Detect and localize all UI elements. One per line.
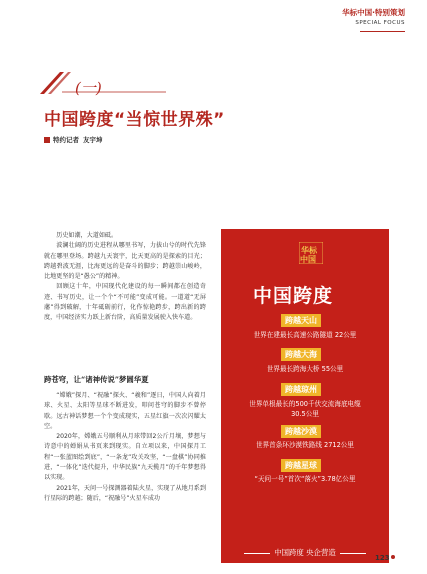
paragraph: 2021年，天问一号探测器着陆火星，实现了从地月系到行星际的跨越；随后，“祝融号”火星车成功 xyxy=(44,484,206,502)
paragraph: 历史如潮，大道如砥。 xyxy=(56,232,118,239)
logo-text: 中国 xyxy=(300,255,316,264)
poster-tag: 跨越星球 xyxy=(281,459,321,472)
header-column-name: 华标中国·特别策划 xyxy=(342,8,405,17)
paragraph: 回顾这十年，中国现代化建设的每一瞬间都在创造奇迹、书写历史，让一个个“不可能”变成可能。一道道“无屏藩”得到破解，十年砥砺前行，化作惊艳跨步，跨出新的跨度，中国经济实力跃上新台阶，高质量发展驶入快车道。 xyxy=(44,283,206,322)
paragraph: 2020年，嫦娥五号顺利从月球带回2公斤月壤，梦想与诗意中的婵娟从书页来到现实。自立项以来，中国探月工程“一张蓝图绘到底”，“一条龙”攻关攻坚，“一盘棋”协同推进，“一体化”迭代提升，中华民族“九天揽月”的千年梦想得以实现。 xyxy=(44,433,206,482)
poster-tag: 跨越大海 xyxy=(281,348,321,361)
section-swoosh-graphic xyxy=(38,70,168,100)
poster-footer xyxy=(221,547,389,558)
poster-footer-text: 中国跨度 央企营造 xyxy=(274,548,336,557)
byline xyxy=(44,135,103,144)
poster-tag: 跨越琼州 xyxy=(281,383,321,396)
article-subheading: 跨苍穹，让“诸神传说”梦圆华夏 xyxy=(44,375,149,384)
article-body-part2 xyxy=(44,391,206,504)
byline-label: 特约记者 xyxy=(53,136,79,144)
page-header xyxy=(342,7,405,26)
header-rule xyxy=(360,31,405,32)
logo-text: 华标 xyxy=(301,246,317,255)
page-number-text: 123 xyxy=(375,554,390,562)
footer-rule xyxy=(340,553,366,554)
section-number: (一) xyxy=(75,79,102,97)
section-marker xyxy=(38,70,168,100)
author-name: 友宇坤 xyxy=(83,136,103,144)
byline-marker xyxy=(44,137,50,143)
footer-rule xyxy=(244,553,270,554)
poster-fact: “天问一号”首次“落火”3.78亿公里 xyxy=(254,475,356,483)
page-number xyxy=(375,554,395,562)
poster-tag: 跨越沙漠 xyxy=(281,425,321,438)
poster-fact: 世界最长跨海大桥 55公里 xyxy=(266,365,344,373)
page-number-marker xyxy=(391,555,395,559)
article-title: 中国跨度“当惊世界殊” xyxy=(44,110,225,130)
header-section-label: SPECIAL FOCUS xyxy=(355,20,405,26)
poster-tag: 跨越天山 xyxy=(281,314,321,327)
paragraph: 波澜壮阔的历史进程从哪里书写，力拔山兮的时代先锋就在哪里登场。跨越九天寰宇，比天更高的是探索的目光；跨越碧波无涯，比海更远的是奋斗的脚步；跨越崇山峻岭，比地更坚的是“愚公”的精神。 xyxy=(44,242,206,281)
poster-title: 中国跨度 xyxy=(253,285,334,307)
poster-fact: 世界在建最长高速公路隧道 22公里 xyxy=(253,331,357,339)
article-body-part1 xyxy=(44,231,206,324)
paragraph: “嫦娥”探月、“祝融”探火、“羲和”逐日，中国人向着月球、火星、太阳等星球不断进发，叩问苍穹的脚步不曾停歇。远古神话梦想一个个变成现实，五星红旗一次次闪耀太空。 xyxy=(44,392,206,430)
poster-fact: 世界单根最长的500千伏交流海底电缆 30.5公里 xyxy=(249,400,361,418)
infographic-poster xyxy=(221,229,389,563)
poster-fact: 世界首条环沙漠铁路线 2712公里 xyxy=(255,441,354,449)
